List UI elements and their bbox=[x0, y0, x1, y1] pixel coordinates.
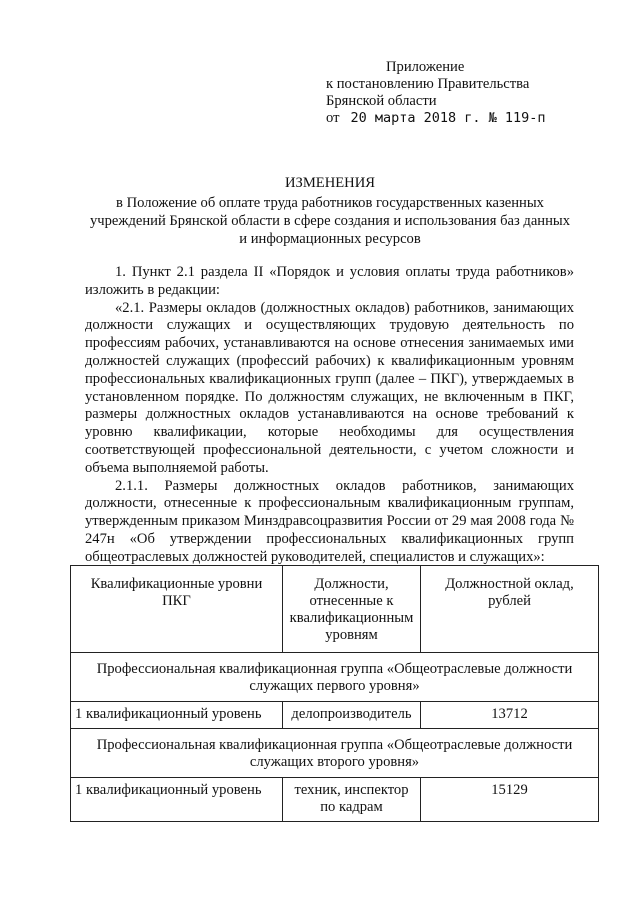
paragraph-1: 1. Пункт 2.1 раздела II «Порядок и условия оплаты труда работников» изложить в редакции: bbox=[85, 264, 574, 298]
group-title-2: Профессиональная квалификационная группа «Общеотраслевые должности служащих второго уровня» bbox=[71, 729, 599, 778]
salary-table bbox=[70, 565, 599, 822]
document-title bbox=[70, 174, 590, 248]
cell-salary: 15129 bbox=[421, 778, 599, 822]
title-heading: ИЗМЕНЕНИЯ bbox=[284, 175, 375, 191]
appendix-date-prefix: от bbox=[326, 110, 340, 126]
appendix-block bbox=[326, 59, 616, 127]
appendix-decree: к постановлению Правительства bbox=[326, 76, 530, 92]
header-positions: Должности, отнесенные к квалификационным уровням bbox=[283, 566, 421, 653]
document-body bbox=[85, 264, 574, 567]
table-row bbox=[71, 778, 599, 822]
cell-salary: 13712 bbox=[421, 702, 599, 729]
header-salary: Должностной оклад, рублей bbox=[421, 566, 599, 653]
appendix-region: Брянской области bbox=[326, 93, 437, 109]
paragraph-2: «2.1. Размеры окладов (должностных окладов) работников, занимающих должности служащих и осуществляющих трудовую деятельность по профессиям рабочих, устанавливаются на основе отнесения занимаемых ими должностей служащих (профессий рабочих) к квалификационным уровням профессиональных квалификационных групп (далее – ПКГ), утверждаемых в установленном порядке. По должностям служащих, не включенным в ПКГ, размеры должностных окладов устанавливаются на основе требований к уровню квалификации, которые необходимы для осуществления соответствующей профессиональной деятельности, с учетом сложности и объема выполняемой работы. bbox=[85, 299, 574, 476]
appendix-date-value: 20 марта 2018 г. № 119-п bbox=[350, 110, 546, 126]
appendix-date-line bbox=[326, 110, 616, 127]
title-subtitle-1: в Положение об оплате труда работников государственных казенных bbox=[116, 195, 544, 211]
table-row bbox=[71, 702, 599, 729]
group-title-1: Профессиональная квалификационная группа «Общеотраслевые должности служащих первого уровня» bbox=[71, 653, 599, 702]
cell-qual-level: 1 квалификационный уровень bbox=[71, 778, 283, 822]
table-header-row bbox=[71, 566, 599, 653]
table-group-row bbox=[71, 729, 599, 778]
appendix-label: Приложение bbox=[386, 59, 465, 75]
cell-qual-level: 1 квалификационный уровень bbox=[71, 702, 283, 729]
title-subtitle-2: учреждений Брянской области в сфере создания и использования баз данных bbox=[89, 213, 571, 229]
table-group-row bbox=[71, 653, 599, 702]
title-subtitle-3: и информационных ресурсов bbox=[239, 231, 421, 247]
cell-position: делопроизводитель bbox=[283, 702, 421, 729]
paragraph-3: 2.1.1. Размеры должностных окладов работников, занимающих должности, отнесенные к профессиональным квалификационным группам, утвержденным приказом Минздравсоцразвития России от 29 мая 2008 года № 247н «Об утверждении профессиональных квалификационных групп общеотраслевых должностей руководителей, специалистов и служащих»: bbox=[85, 477, 574, 565]
cell-position: техник, инспектор по кадрам bbox=[283, 778, 421, 822]
header-qual-level: Квалификационные уровни ПКГ bbox=[71, 566, 283, 653]
